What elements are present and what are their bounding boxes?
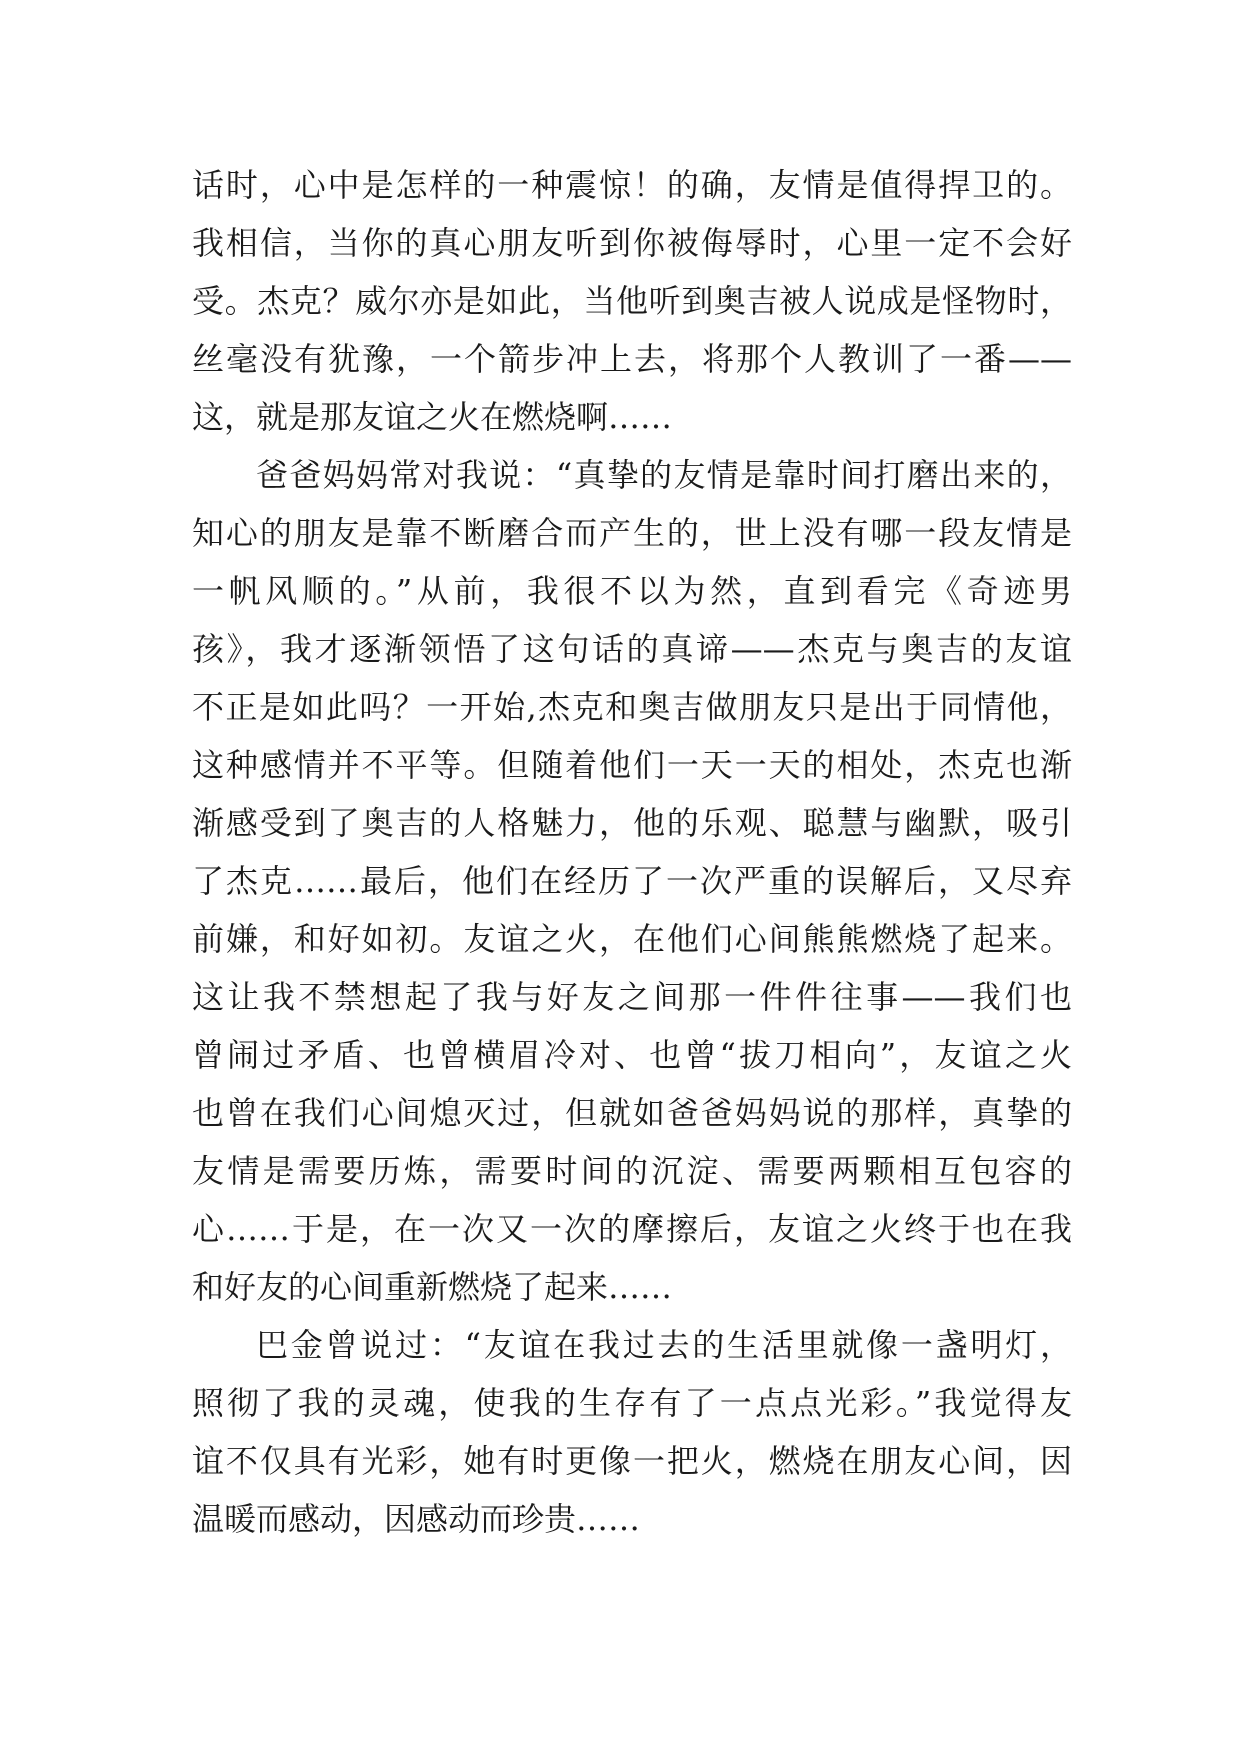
text-line: 知心的朋友是靠不断磨合而产生的，世上没有哪一段友情是 — [192, 514, 1072, 552]
text-line: 心……于是，在一次又一次的摩擦后，友谊之火终于也在我 — [192, 1210, 1072, 1248]
text-line: 曾闹过矛盾、也曾横眉冷对、也曾“拔刀相向”，友谊之火 — [192, 1036, 1072, 1074]
text-line: 渐感受到了奥吉的人格魅力，他的乐观、聪慧与幽默，吸引 — [192, 804, 1072, 842]
text-line: 前嫌，和好如初。友谊之火，在他们心间熊熊燃烧了起来。 — [192, 920, 1072, 958]
text-line: 谊不仅具有光彩，她有时更像一把火，燃烧在朋友心间，因 — [192, 1442, 1072, 1480]
text-line: 巴金曾说过：“友谊在我过去的生活里就像一盏明灯， — [256, 1326, 1072, 1364]
text-line: 不正是如此吗？一开始,杰克和奥吉做朋友只是出于同情他， — [192, 688, 1072, 726]
text-line: 话时，心中是怎样的一种震惊！的确，友情是值得捍卫的。 — [192, 166, 1072, 204]
text-line: 这种感情并不平等。但随着他们一天一天的相处，杰克也渐 — [192, 746, 1072, 784]
text-line: 这，就是那友谊之火在燃烧啊…… — [192, 398, 673, 436]
text-line: 爸爸妈妈常对我说：“真挚的友情是靠时间打磨出来的， — [256, 456, 1072, 494]
text-line: 受。杰克？威尔亦是如此，当他听到奥吉被人说成是怪物时， — [192, 282, 1072, 320]
text-line: 也曾在我们心间熄灭过，但就如爸爸妈妈说的那样，真挚的 — [192, 1094, 1072, 1132]
paragraph-2 — [192, 446, 1072, 1316]
text-line: 了杰克……最后，他们在经历了一次严重的误解后，又尽弃 — [192, 862, 1072, 900]
paragraph-3 — [192, 1316, 1072, 1548]
text-line: 我相信，当你的真心朋友听到你被侮辱时，心里一定不会好 — [192, 224, 1072, 262]
text-line: 友情是需要历炼，需要时间的沉淀、需要两颗相互包容的 — [192, 1152, 1072, 1190]
text-line: 和好友的心间重新燃烧了起来…… — [192, 1268, 673, 1306]
paragraph-1 — [192, 156, 1072, 446]
text-line: 温暖而感动，因感动而珍贵…… — [192, 1500, 641, 1538]
text-line: 照彻了我的灵魂，使我的生存有了一点点光彩。”我觉得友 — [192, 1384, 1072, 1422]
essay-body — [192, 156, 1072, 1548]
text-line: 孩》，我才逐渐领悟了这句话的真谛——杰克与奥吉的友谊 — [192, 630, 1072, 668]
text-line: 丝毫没有犹豫，一个箭步冲上去，将那个人教训了一番—— — [192, 340, 1072, 378]
text-line: 一帆风顺的。”从前，我很不以为然，直到看完《奇迹男 — [192, 572, 1072, 610]
text-line: 这让我不禁想起了我与好友之间那一件件往事——我们也 — [192, 978, 1072, 1016]
